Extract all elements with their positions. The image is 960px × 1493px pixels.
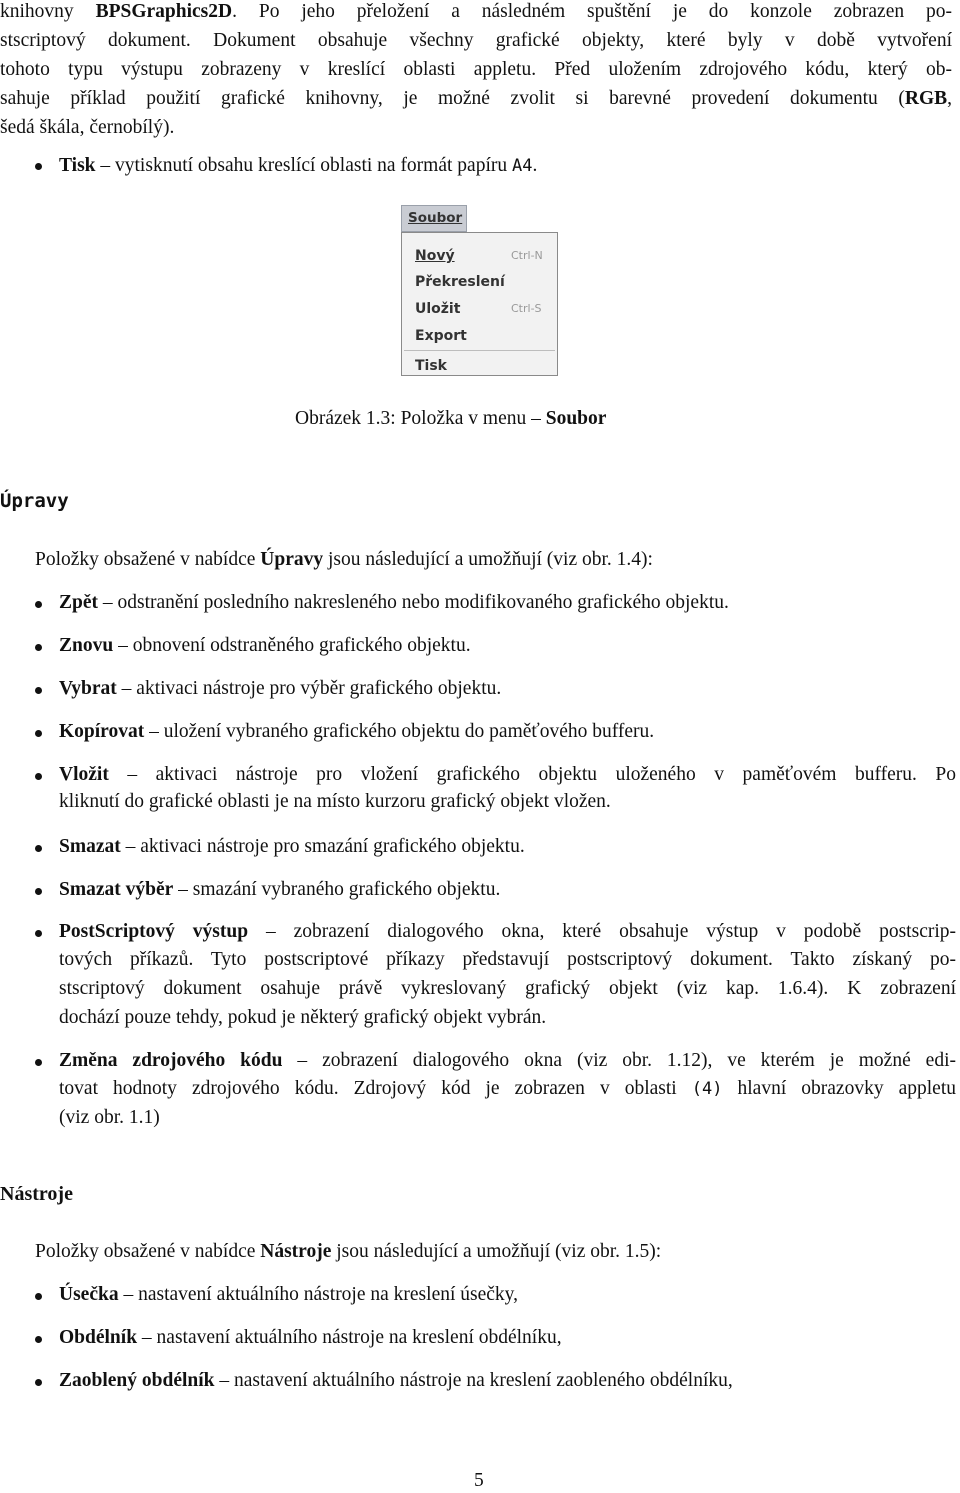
bullet-icon [35,1293,42,1300]
list-item-zmena-line2 [59,1077,956,1101]
item-text: – aktivaci nástroje pro výběr grafického objektu. [116,678,502,699]
bullet-icon [35,1059,42,1066]
item-term: Smazat [59,836,121,857]
area-code: (4) [691,1079,723,1099]
item-text: – zobrazení dialogového okna (viz obr. 1.12), ve kterém je možné edi- [282,1050,956,1071]
list-item-ps [59,920,956,944]
intro-text: Položky obsažené v nabídce [35,1241,261,1262]
bullet-icon [35,1379,42,1386]
bullet-icon [35,845,42,852]
item-text: – zobrazení dialogového okna, které obsahuje výstup v podobě postscrip- [248,921,957,942]
item-text: – aktivaci nástroje pro smazání grafického objektu. [120,836,525,857]
item-term: PostScriptový výstup [59,921,249,942]
item-text: – obnovení odstraněného grafického objektu. [113,635,471,656]
intro-text: jsou následující a umožňují (viz obr. 1.4): [323,549,653,570]
list-item-tisk [59,154,537,178]
list-item-zmena-line3: (viz obr. 1.1) [59,1107,160,1128]
item-term: Tisk [59,155,96,176]
para1-line4 [0,87,952,111]
bullet-icon [35,888,42,895]
nastroje-intro [35,1240,661,1264]
list-item [59,1283,518,1307]
item-term: Úsečka [59,1284,119,1305]
item-text: – nastavení aktuálního nástroje na kreslení obdélníku, [137,1327,562,1348]
caption-bold: Soubor [545,408,607,429]
list-item-ps-line3: stscriptový dokument osahuje právě vykreslovaný grafický objekt (viz kap. 1.6.4). K zobrazení [59,978,956,999]
item-text: hlavní obrazovky appletu [722,1078,956,1099]
intro-bold: Úpravy [260,549,324,570]
figure-caption [295,407,606,431]
item-term: Kopírovat [59,721,145,742]
bullet-icon [35,930,42,937]
bullet-icon [35,163,42,170]
para1-text: , [947,88,952,109]
rgb-term: RGB [904,88,948,109]
menu-accel-novy: Ctrl-N [511,249,543,262]
item-term: Změna zdrojového kódu [59,1050,283,1071]
bullet-icon [35,601,42,608]
list-item [59,1326,562,1350]
list-item [59,1369,733,1393]
intro-text: jsou následující a umožňují (viz obr. 1.5): [331,1241,662,1262]
list-item [59,878,500,902]
para1-text: . Po jeho přeložení a následném spuštění je do konzole zobrazen po- [232,1,952,22]
bullet-icon [35,1336,42,1343]
list-item-zmena [59,1049,956,1073]
library-name: BPSGraphics2D [95,1,233,22]
item-term: Zaoblený obdélník [59,1370,215,1391]
list-item [59,763,956,787]
item-term: Vybrat [59,678,117,699]
page-number: 5 [474,1470,484,1491]
list-item [59,677,501,701]
menu-item-prekresleni[interactable]: Překreslení [415,274,505,290]
para1-line2: stscriptový dokument. Dokument obsahuje všechny grafické objekty, které byly v době vytvoření [0,30,952,51]
menu-separator [404,350,555,351]
list-item-ps-line2: tových příkazů. Tyto postscriptové příkazy představují postscriptový dokument. Takto získaný po- [59,949,956,970]
item-text: – vytisknutí obsahu kreslící oblasti na formát papíru [95,155,512,176]
bullet-icon [35,687,42,694]
list-item-ps-line4: dochází pouze tehdy, pokud je některý grafický objekt vybrán. [59,1007,547,1028]
item-term: Obdélník [59,1327,138,1348]
para1-text: knihovny [0,1,96,22]
menu-dropdown [401,232,558,376]
menu-screenshot [401,205,558,376]
item-text: – aktivaci nástroje pro vložení grafického objektu uloženého v paměťovém bufferu. Po [108,764,956,785]
menu-item-tisk[interactable]: Tisk [415,358,447,374]
paper-format-code: A4 [512,156,533,176]
item-term: Smazat výběr [59,879,174,900]
item-text: – nastavení aktuálního nástroje na kreslení úsečky, [118,1284,519,1305]
list-item [59,720,654,744]
menu-item-ulozit[interactable]: Uložit [415,301,461,317]
item-text: tovat hodnoty zdrojového kódu. Zdrojový kód je zobrazen v oblasti [59,1078,692,1099]
caption-text: Obrázek 1.3: Položka v menu – [295,408,546,429]
list-item [59,634,471,658]
menu-item-export[interactable]: Export [415,328,467,344]
item-term: Vložit [59,764,109,785]
list-item [59,835,525,859]
item-text: – smazání vybraného grafického objektu. [173,879,501,900]
upravy-intro [35,548,653,572]
intro-text: Položky obsažené v nabídce [35,549,261,570]
item-text: – odstranění posledního nakresleného nebo modifikovaného grafického objektu. [98,592,729,613]
para1-line5: šedá škála, černobílý). [0,117,175,138]
list-item [59,591,729,615]
item-text: – uložení vybraného grafického objektu do paměťového bufferu. [144,721,655,742]
item-term: Znovu [59,635,114,656]
item-text: – nastavení aktuálního nástroje na kreslení zaobleného obdélníku, [214,1370,733,1391]
menu-accel-ulozit: Ctrl-S [511,302,542,315]
para1-line3: tohoto typu výstupu zobrazeny v kreslící oblasti appletu. Před uložením zdrojového kódu, který ob- [0,59,952,80]
bullet-icon [35,644,42,651]
item-end: . [532,155,538,176]
intro-bold: Nástroje [260,1241,332,1262]
menu-item-novy[interactable]: Nový [415,248,455,264]
list-item-cont: kliknutí do grafické oblasti je na místo kurzoru grafický objekt vložen. [59,791,611,812]
section-heading-upravy: Úpravy [0,490,69,512]
bullet-icon [35,730,42,737]
item-term: Zpět [59,592,98,613]
para1-text: sahuje příklad použití grafické knihovny, je možné zvolit si barevné provedení dokumentu ( [0,88,905,109]
bullet-icon [35,773,42,780]
para1-line1 [0,0,952,24]
section-heading-nastroje: Nástroje [0,1183,73,1205]
menu-soubor[interactable]: Soubor [401,205,467,232]
